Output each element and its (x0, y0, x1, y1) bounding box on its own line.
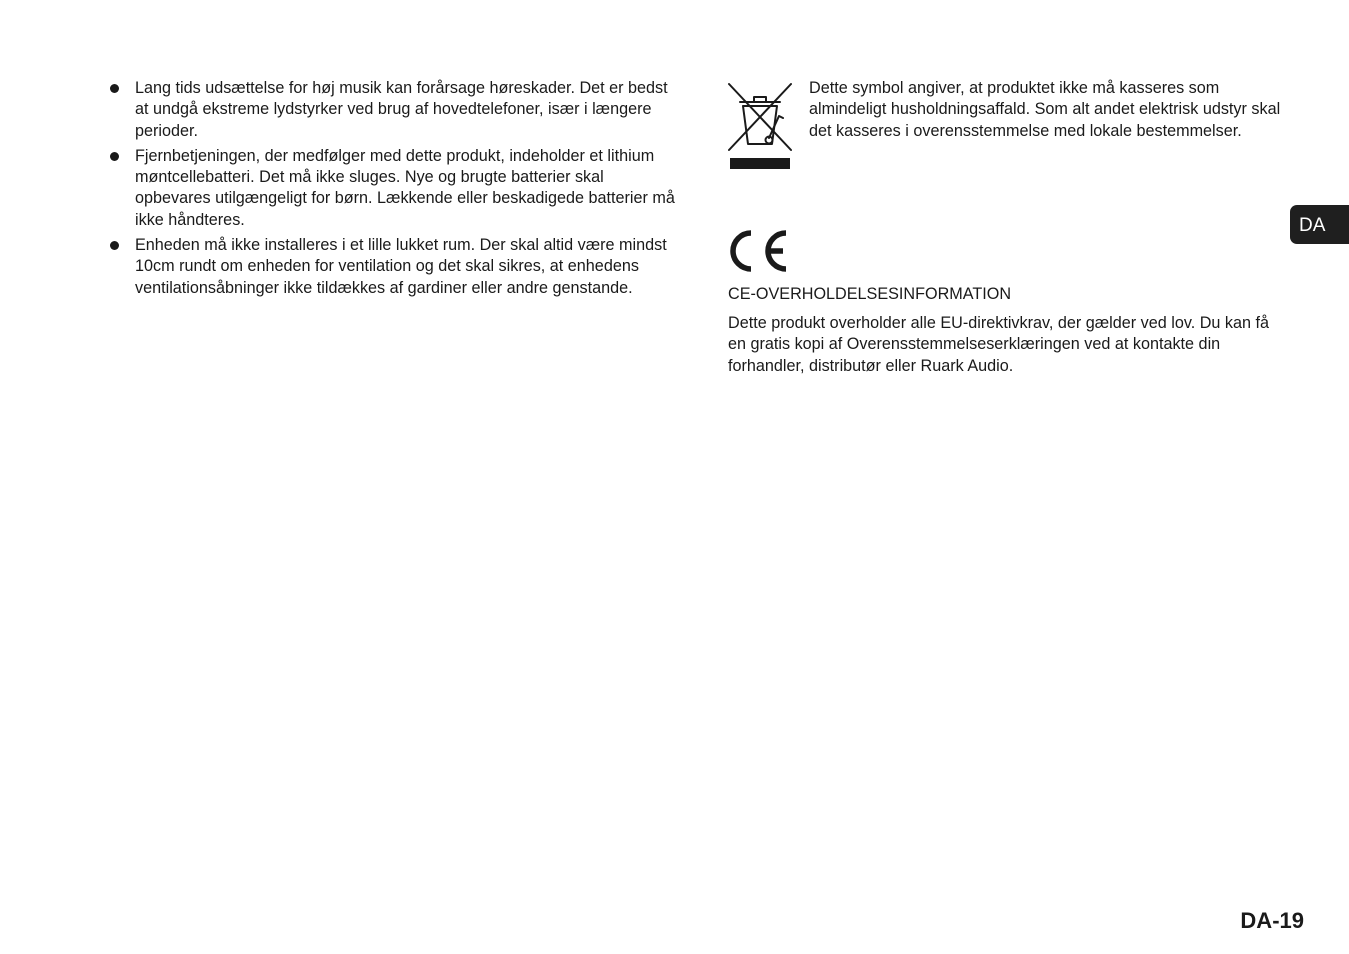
page-number: DA-19 (1240, 908, 1304, 933)
list-item (110, 235, 680, 299)
bullet-text: Lang tids udsættelse for høj musik kan forårsage høreskader. Det er bedst at undgå ekstreme lydstyrker ved brug af hovedtelefoner, især i længere perioder. (135, 79, 668, 140)
ce-heading: CE-OVERHOLDELSESINFORMATION (728, 285, 1012, 303)
safety-bullet-list (110, 78, 680, 299)
bullet-icon (110, 84, 119, 93)
crossed-out-wheelie-bin-icon (727, 82, 793, 172)
bullet-text: Fjernbetjeningen, der medfølger med dette produkt, indeholder et lithium møntcellebatteri. Det må ikke sluges. Nye og brugte batterier skal opbevares utilgængeligt for børn. Lækkende eller beskadigede batterier må ikke håndteres. (135, 146, 675, 229)
ce-compliance-text: Dette produkt overholder alle EU-direktivkrav, der gælder ved lov. Du kan få en gratis kopi af Overensstemmelseserklæringen ved at kontakte din forhandler, distributør eller Ruark Audio. (728, 314, 1270, 375)
bullet-icon (110, 241, 119, 250)
weee-disposal-text: Dette symbol angiver, at produktet ikke må kasseres som almindeligt husholdningsaffald. Som alt andet elektrisk udstyr skal det kasseres i overensstemmelse med lokale bestemmelser. (809, 79, 1281, 140)
ce-mark-icon (727, 228, 791, 274)
language-tab: DA (1290, 205, 1349, 244)
list-item (110, 78, 680, 142)
list-item (110, 146, 680, 231)
bullet-text: Enheden må ikke installeres i et lille lukket rum. Der skal altid være mindst 10cm rundt om enheden for ventilation og det skal sikres, at enhedens ventilationsåbninger ikke tildækkes af gardiner eller andre genstande. (135, 236, 667, 297)
bullet-icon (110, 152, 119, 161)
safety-section (110, 78, 680, 303)
